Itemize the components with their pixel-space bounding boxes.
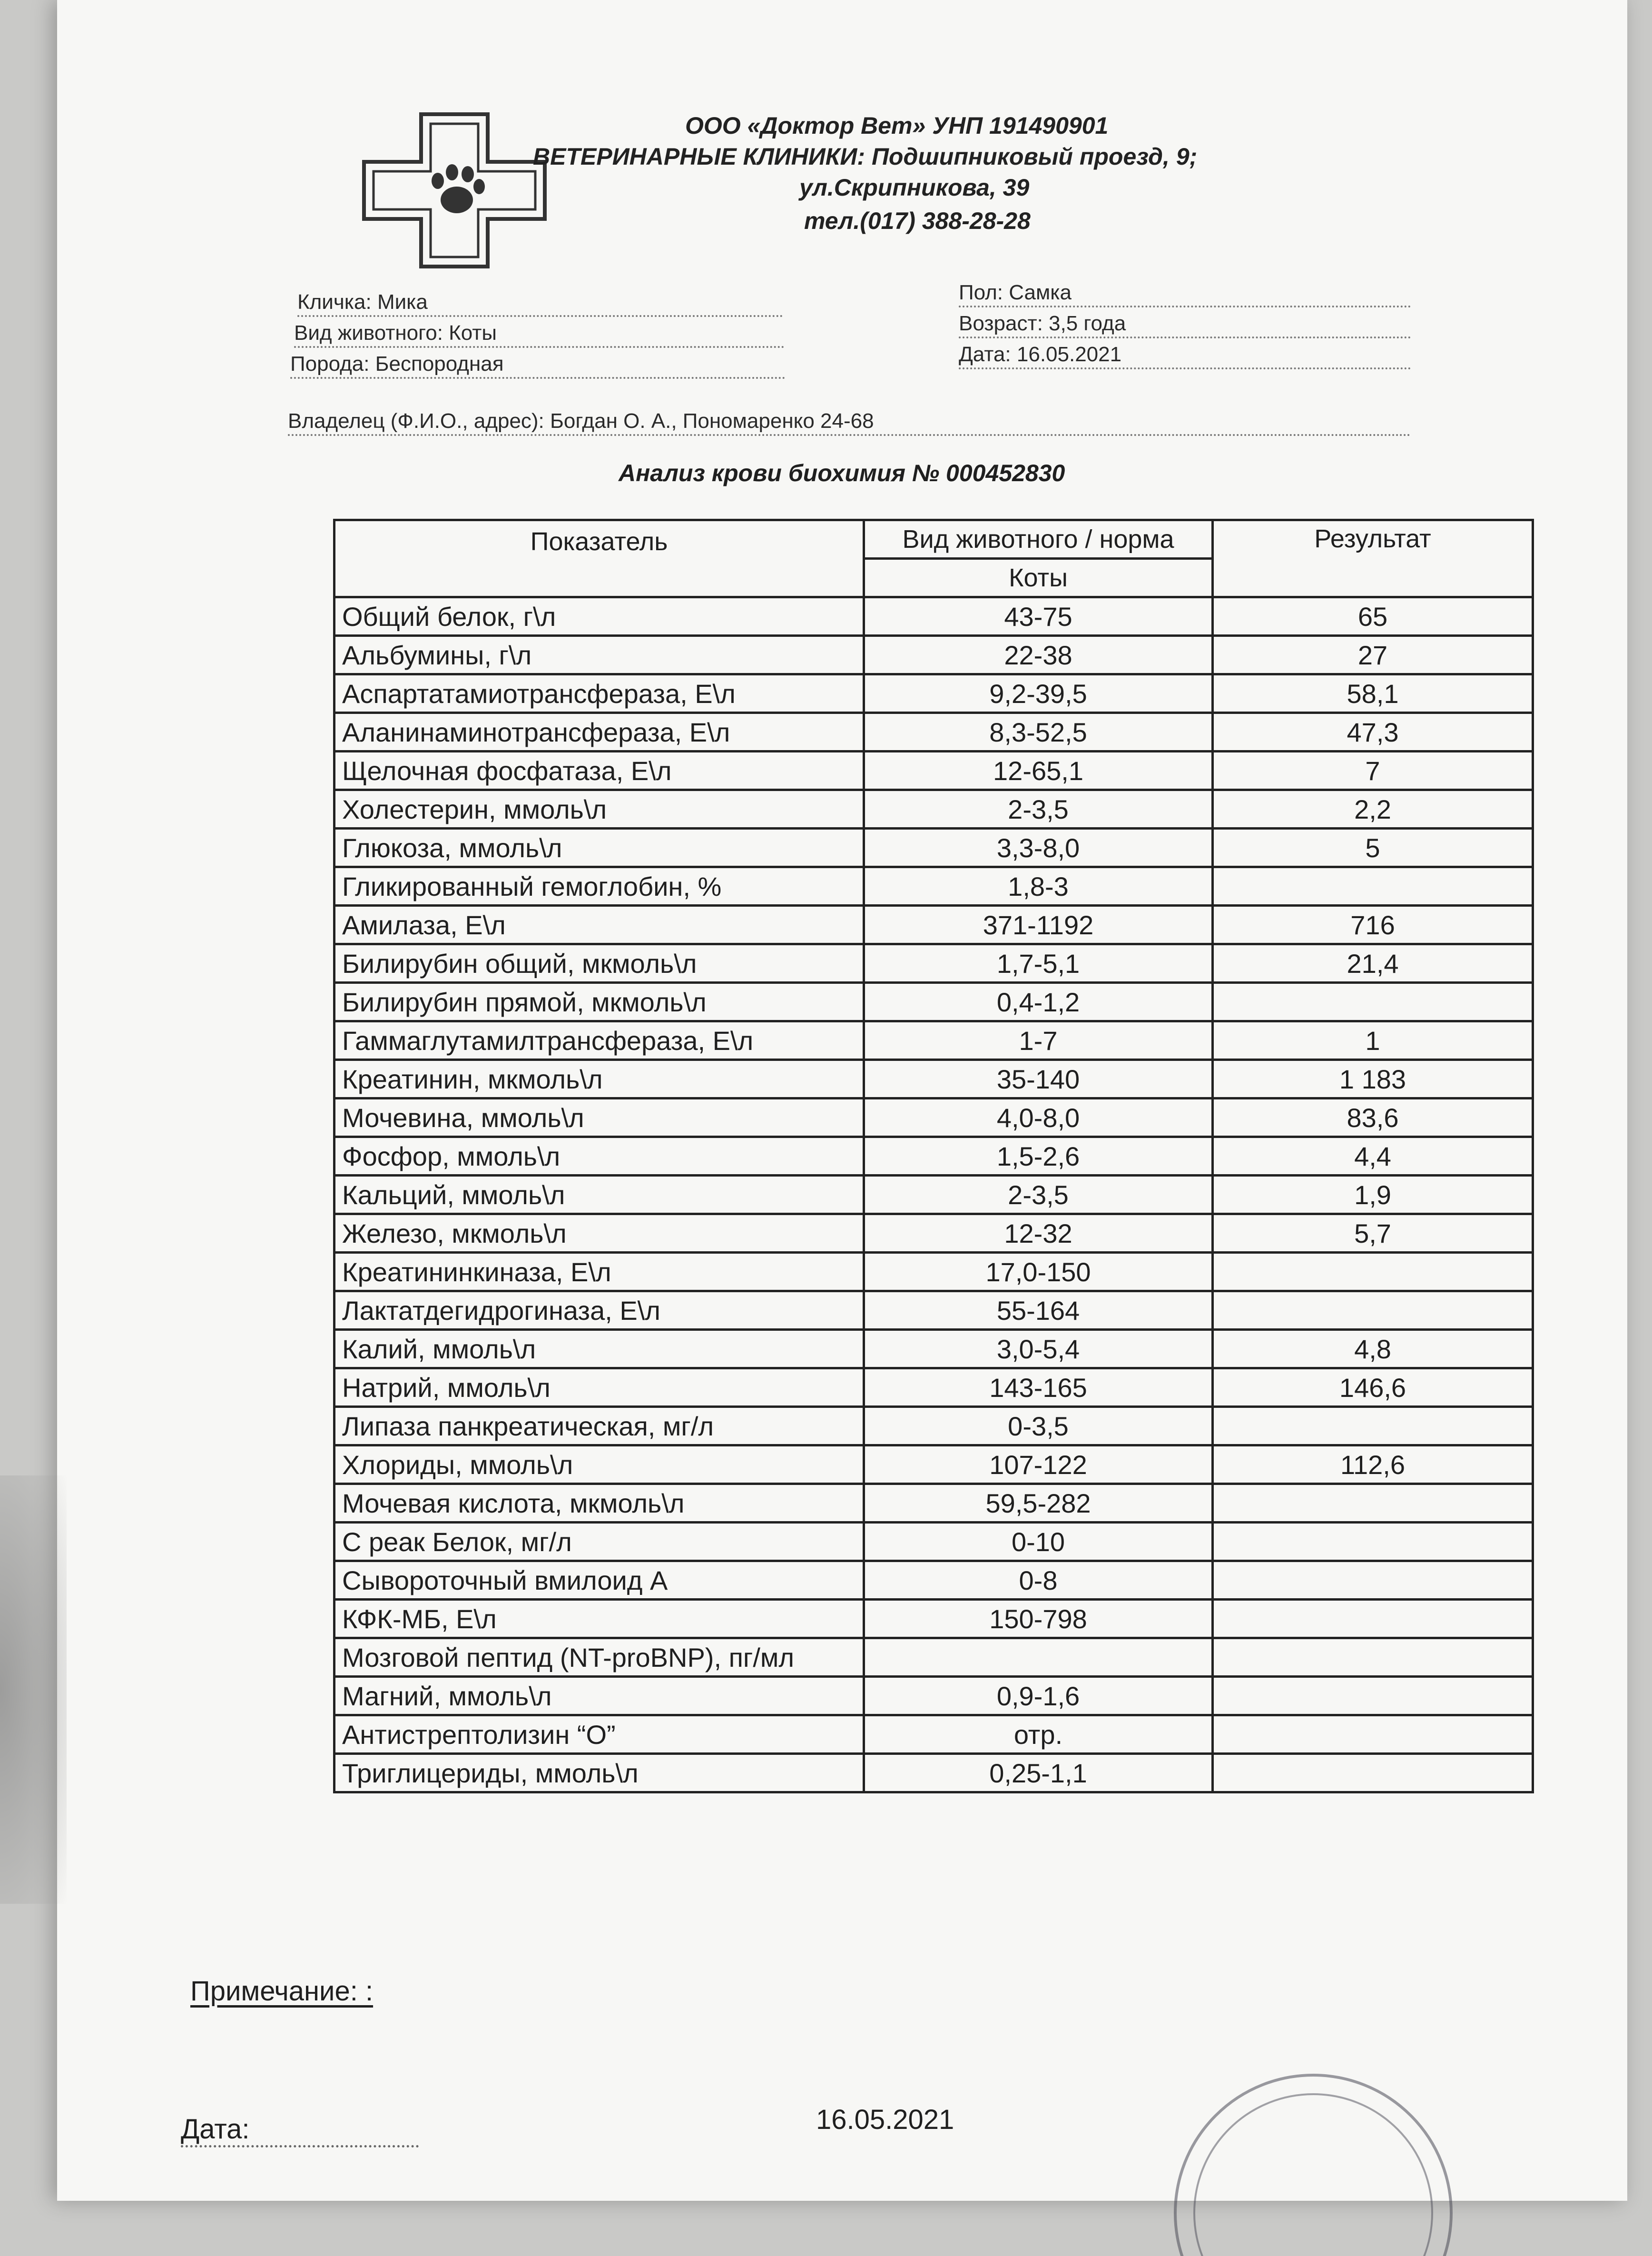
result-value: 5,7 [1213, 1214, 1533, 1253]
table-row [334, 1060, 1533, 1098]
norm-value: 22-38 [864, 636, 1213, 674]
result-value: 112,6 [1213, 1445, 1533, 1484]
document-title: Анализ крови биохимия № 000452830 [619, 460, 1065, 486]
indicator-name: Билирубин общий, мкмоль\л [334, 944, 864, 983]
indicator-name: Щелочная фосфатаза, Е\л [334, 752, 864, 790]
table-row [334, 752, 1533, 790]
norm-value: 55-164 [864, 1291, 1213, 1330]
norm-value: 107-122 [864, 1445, 1213, 1484]
norm-value: 1,5-2,6 [864, 1137, 1213, 1176]
norm-value: 2-3,5 [864, 1176, 1213, 1214]
indicator-name: Альбумины, г\л [334, 636, 864, 674]
result-value: 65 [1213, 597, 1533, 636]
header-result: Результат [1213, 520, 1533, 597]
result-value [1213, 983, 1533, 1021]
result-value: 1 [1213, 1021, 1533, 1060]
result-value: 21,4 [1213, 944, 1533, 983]
norm-value: 0-10 [864, 1523, 1213, 1561]
norm-value [864, 1638, 1213, 1677]
indicator-name: Глюкоза, ммоль\л [334, 829, 864, 867]
exam-date: Дата: 16.05.2021 [959, 343, 1411, 369]
owner-info: Владелец (Ф.И.О., адрес): Богдан О. А., Пономаренко 24-68 [288, 409, 1411, 436]
table-row [334, 1253, 1533, 1291]
table-row [334, 867, 1533, 906]
header-norm: Вид животного / норма [864, 520, 1213, 559]
stamp-icon [1161, 2056, 1465, 2256]
patient-age: Возраст: 3,5 года [959, 312, 1411, 338]
result-value [1213, 1561, 1533, 1600]
norm-value: 0-8 [864, 1561, 1213, 1600]
finger-shadow [0, 1475, 67, 1904]
table-row [334, 597, 1533, 636]
indicator-name: Калий, ммоль\л [334, 1330, 864, 1368]
norm-value: 150-798 [864, 1600, 1213, 1638]
results-table [333, 519, 1534, 1793]
indicator-name: Мозговой пептид (NT-proBNP), пг/мл [334, 1638, 864, 1677]
clinic-phone: тел.(017) 388-28-28 [804, 208, 1031, 234]
result-value [1213, 1484, 1533, 1523]
norm-value: 12-65,1 [864, 752, 1213, 790]
patient-breed: Порода: Беспородная [290, 352, 785, 379]
indicator-name: Билирубин прямой, мкмоль\л [334, 983, 864, 1021]
indicator-name: Фосфор, ммоль\л [334, 1137, 864, 1176]
result-value: 27 [1213, 636, 1533, 674]
result-value: 5 [1213, 829, 1533, 867]
norm-value: 8,3-52,5 [864, 713, 1213, 752]
patient-species: Вид животного: Коты [294, 321, 784, 348]
footer-date-value: 16.05.2021 [816, 2104, 954, 2135]
indicator-name: Общий белок, г\л [334, 597, 864, 636]
result-value: 58,1 [1213, 674, 1533, 713]
indicator-name: Мочевая кислота, мкмоль\л [334, 1484, 864, 1523]
table-row [334, 983, 1533, 1021]
norm-value: 2-3,5 [864, 790, 1213, 829]
norm-value: 4,0-8,0 [864, 1098, 1213, 1137]
norm-value: 17,0-150 [864, 1253, 1213, 1291]
norm-value: 1-7 [864, 1021, 1213, 1060]
norm-value: отр. [864, 1715, 1213, 1754]
result-value: 4,4 [1213, 1137, 1533, 1176]
norm-value: 3,3-8,0 [864, 829, 1213, 867]
result-value: 1,9 [1213, 1176, 1533, 1214]
result-value: 1 183 [1213, 1060, 1533, 1098]
result-value [1213, 1715, 1533, 1754]
clinic-address-2: ул.Скрипникова, 39 [799, 174, 1030, 201]
clinic-type-address: ВЕТЕРИНАРНЫЕ КЛИНИКИ: Подшипниковый проезд, 9; [533, 143, 1198, 170]
indicator-name: Кальций, ммоль\л [334, 1176, 864, 1214]
table-row [334, 1677, 1533, 1715]
indicator-name: Гаммаглутамилтрансфераза, Е\л [334, 1021, 864, 1060]
clinic-name: ООО «Доктор Вет» УНП 191490901 [685, 112, 1109, 139]
result-value: 146,6 [1213, 1368, 1533, 1407]
table-row [334, 1368, 1533, 1407]
indicator-name: Аспартатамиотрансфераза, Е\л [334, 674, 864, 713]
norm-value: 12-32 [864, 1214, 1213, 1253]
indicator-name: Магний, ммоль\л [334, 1677, 864, 1715]
table-row [334, 790, 1533, 829]
table-row [334, 1098, 1533, 1137]
result-value: 47,3 [1213, 713, 1533, 752]
indicator-name: Мочевина, ммоль\л [334, 1098, 864, 1137]
indicator-name: Креатинин, мкмоль\л [334, 1060, 864, 1098]
norm-value: 0,9-1,6 [864, 1677, 1213, 1715]
note-label: Примечание: : [190, 1976, 374, 2007]
result-value: 2,2 [1213, 790, 1533, 829]
indicator-name: Триглицериды, ммоль\л [334, 1754, 864, 1792]
result-value [1213, 1754, 1533, 1792]
footer-date-label: Дата: [181, 2113, 419, 2147]
patient-sex: Пол: Самка [959, 281, 1411, 307]
result-value: 7 [1213, 752, 1533, 790]
indicator-name: КФК-МБ, Е\л [334, 1600, 864, 1638]
norm-value: 1,8-3 [864, 867, 1213, 906]
table-row [334, 1523, 1533, 1561]
result-value [1213, 1677, 1533, 1715]
table-row [334, 1484, 1533, 1523]
indicator-name: С реак Белок, мг/л [334, 1523, 864, 1561]
indicator-name: Натрий, ммоль\л [334, 1368, 864, 1407]
table-row [334, 1445, 1533, 1484]
result-value [1213, 1523, 1533, 1561]
clinic-logo-cross-paw-icon [359, 109, 550, 271]
norm-value: 0-3,5 [864, 1407, 1213, 1445]
norm-value: 371-1192 [864, 906, 1213, 944]
result-value [1213, 1638, 1533, 1677]
table-row [334, 1561, 1533, 1600]
table-row [334, 1176, 1533, 1214]
table-row [334, 1137, 1533, 1176]
table-row [334, 1291, 1533, 1330]
result-value [1213, 1253, 1533, 1291]
table-row [334, 944, 1533, 983]
table-row [334, 636, 1533, 674]
table-row [334, 1330, 1533, 1368]
indicator-name: Гликированный гемоглобин, % [334, 867, 864, 906]
result-value: 716 [1213, 906, 1533, 944]
norm-value: 35-140 [864, 1060, 1213, 1098]
indicator-name: Креатининкиназа, Е\л [334, 1253, 864, 1291]
table-row [334, 1021, 1533, 1060]
table-row [334, 1715, 1533, 1754]
result-value [1213, 867, 1533, 906]
norm-value: 43-75 [864, 597, 1213, 636]
indicator-name: Железо, мкмоль\л [334, 1214, 864, 1253]
table-row [334, 829, 1533, 867]
indicator-name: Лактатдегидрогиназа, Е\л [334, 1291, 864, 1330]
result-value [1213, 1407, 1533, 1445]
document-page [57, 0, 1627, 2201]
table-row [334, 674, 1533, 713]
result-value [1213, 1291, 1533, 1330]
indicator-name: Липаза панкреатическая, мг/л [334, 1407, 864, 1445]
indicator-name: Аланинаминотрансфераза, Е\л [334, 713, 864, 752]
result-value: 4,8 [1213, 1330, 1533, 1368]
header-indicator: Показатель [334, 520, 864, 597]
indicator-name: Амилаза, Е\л [334, 906, 864, 944]
indicator-name: Сывороточный вмилоид А [334, 1561, 864, 1600]
norm-value: 0,4-1,2 [864, 983, 1213, 1021]
norm-value: 143-165 [864, 1368, 1213, 1407]
indicator-name: Хлориды, ммоль\л [334, 1445, 864, 1484]
norm-value: 1,7-5,1 [864, 944, 1213, 983]
result-value: 83,6 [1213, 1098, 1533, 1137]
table-row [334, 1214, 1533, 1253]
table-row [334, 1600, 1533, 1638]
table-row [334, 1407, 1533, 1445]
indicator-name: Холестерин, ммоль\л [334, 790, 864, 829]
norm-value: 59,5-282 [864, 1484, 1213, 1523]
table-row [334, 1754, 1533, 1792]
table-row [334, 906, 1533, 944]
table-row [334, 1638, 1533, 1677]
indicator-name: Антистрептолизин “О” [334, 1715, 864, 1754]
header-norm-species: Коты [864, 559, 1213, 597]
norm-value: 0,25-1,1 [864, 1754, 1213, 1792]
result-value [1213, 1600, 1533, 1638]
norm-value: 9,2-39,5 [864, 674, 1213, 713]
patient-name: Кличка: Мика [297, 290, 783, 317]
norm-value: 3,0-5,4 [864, 1330, 1213, 1368]
table-row [334, 713, 1533, 752]
